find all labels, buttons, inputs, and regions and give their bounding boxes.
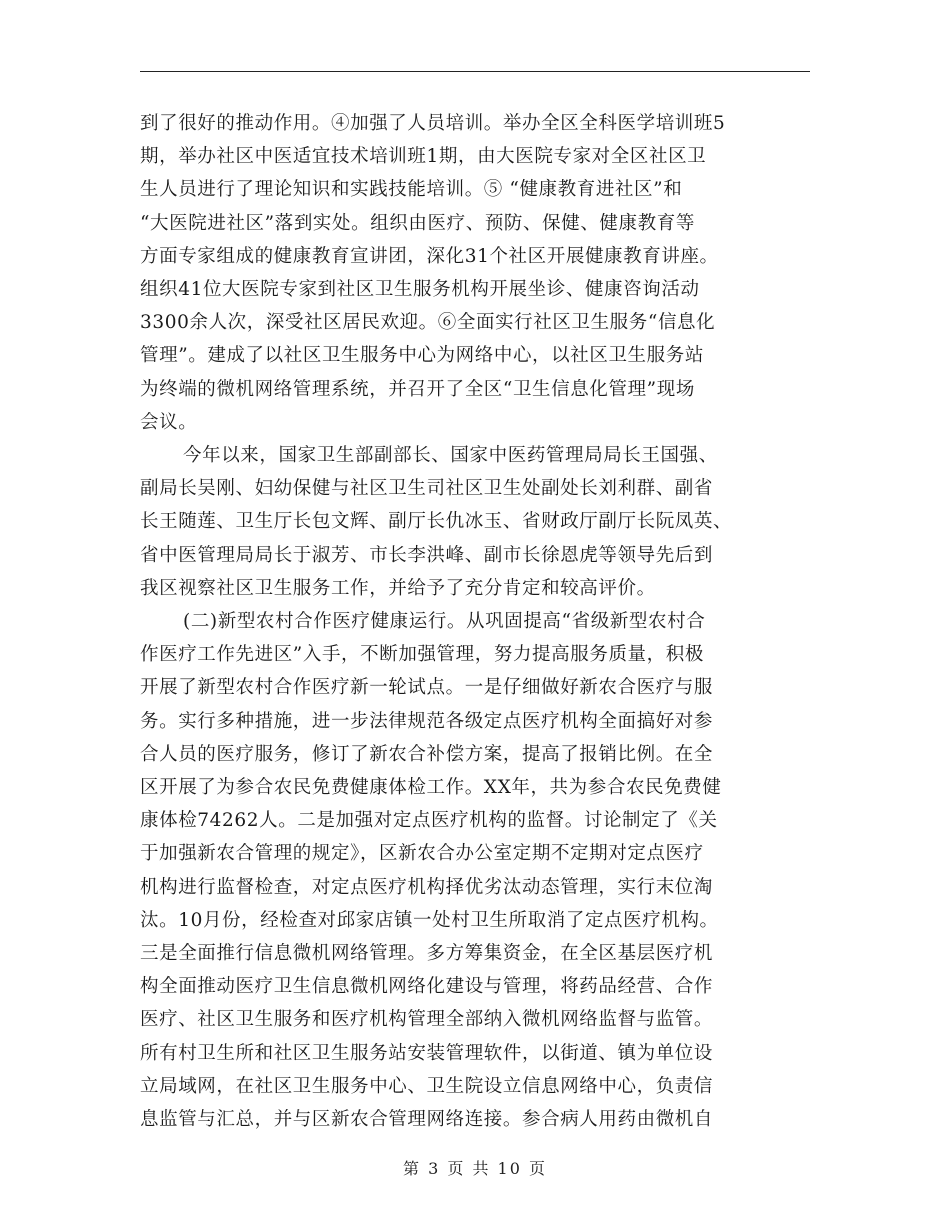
page-number-label: 第 3 页 共 10 页 bbox=[403, 1159, 547, 1178]
text-line: 副局长吴刚、妇幼保健与社区卫生司社区卫生处副处长刘利群、副省 bbox=[140, 478, 714, 500]
text-line: “大医院进社区”落到实处。组织由医疗、预防、保健、健康教育等 bbox=[140, 212, 695, 234]
text-line: 立局域网，在社区卫生服务中心、卫生院设立信息网络中心，负责信 bbox=[140, 1075, 714, 1097]
text-line: 今年以来，国家卫生部副部长、国家中医药管理局局长王国强、 bbox=[183, 445, 718, 467]
text-line: (二)新型农村合作医疗健康运行。从巩固提高“省级新型农村合 bbox=[183, 611, 706, 633]
text-line: 组织41位大医院专家到社区卫生服务机构开展坐诊、健康咨询活动 bbox=[140, 279, 700, 301]
text-line: 于加强新农合管理的规定》，区新农合办公室定期不定期对定点医疗 bbox=[140, 843, 704, 865]
text-line: 会议。 bbox=[140, 411, 198, 433]
text-line: 康体检74262人。二是加强对定点医疗机构的监督。讨论制定了《关 bbox=[140, 810, 718, 832]
header-rule bbox=[140, 71, 810, 72]
text-line: 作医疗工作先进区”入手，不断加强管理，努力提高服务质量，积极 bbox=[140, 644, 704, 666]
text-line: 方面专家组成的健康教育宣讲团，深化31个社区开展健康教育讲座。 bbox=[140, 245, 719, 267]
text-line: 生人员进行了理论知识和实践技能培训。⑤ “健康教育进社区”和 bbox=[140, 179, 683, 201]
text-line: 区开展了为参合农民免费健康体检工作。XX年，共为参合农民免费健 bbox=[140, 777, 722, 799]
page-number-footer bbox=[0, 1156, 950, 1179]
text-line: 合人员的医疗服务，修订了新农合补偿方案，提高了报销比例。在全 bbox=[140, 743, 714, 765]
text-line: 为终端的微机网络管理系统，并召开了全区“卫生信息化管理”现场 bbox=[140, 378, 695, 400]
text-line: 务。实行多种措施，进一步法律规范各级定点医疗机构全面搞好对参 bbox=[140, 710, 714, 732]
text-line: 管理”。建成了以社区卫生服务中心为网络中心，以社区卫生服务站 bbox=[140, 345, 704, 367]
text-line: 所有村卫生所和社区卫生服务站安装管理软件，以街道、镇为单位设 bbox=[140, 1042, 714, 1064]
text-line: 三是全面推行信息微机网络管理。多方筹集资金，在全区基层医疗机 bbox=[140, 943, 714, 965]
text-line: 长王随莲、卫生厅长包文辉、副厅长仇冰玉、省财政厅副厅长阮凤英、 bbox=[140, 511, 733, 533]
body-paragraph bbox=[140, 605, 810, 1136]
text-line: 省中医管理局局长于淑芳、市长李洪峰、副市长徐恩虎等领导先后到 bbox=[140, 544, 714, 566]
body-paragraph bbox=[140, 107, 810, 439]
text-line: 我区视察社区卫生服务工作，并给予了充分肯定和较高评价。 bbox=[140, 577, 656, 599]
text-line: 构全面推动医疗卫生信息微机网络化建设与管理，将药品经营、合作 bbox=[140, 976, 714, 998]
document-body bbox=[140, 107, 810, 1136]
body-paragraph bbox=[140, 439, 810, 605]
text-line: 机构进行监督检查，对定点医疗机构择优劣汰动态管理，实行末位淘 bbox=[140, 876, 714, 898]
text-line: 息监管与汇总，并与区新农合管理网络连接。参合病人用药由微机自 bbox=[140, 1109, 714, 1131]
text-line: 期，举办社区中医适宜技术培训班1期，由大医院专家对全区社区卫 bbox=[140, 146, 707, 168]
text-line: 开展了新型农村合作医疗新一轮试点。一是仔细做好新农合医疗与服 bbox=[140, 677, 714, 699]
text-line: 3300余人次，深受社区居民欢迎。⑥全面实行社区卫生服务“信息化 bbox=[140, 312, 716, 334]
text-line: 到了很好的推动作用。④加强了人员培训。举办全区全科医学培训班5 bbox=[140, 113, 726, 134]
text-line: 汰。10月份，经检查对邱家店镇一处村卫生所取消了定点医疗机构。 bbox=[140, 909, 719, 931]
text-line: 医疗、社区卫生服务和医疗机构管理全部纳入微机网络监督与监管。 bbox=[140, 1009, 714, 1031]
